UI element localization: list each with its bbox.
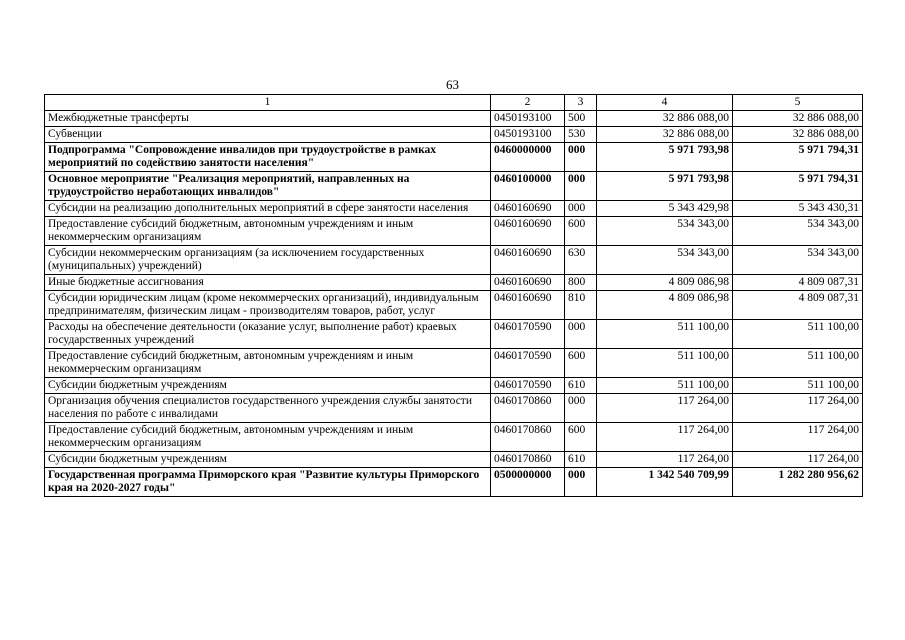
- table-row: [45, 201, 863, 217]
- row-amount-year-1: 117 264,00: [597, 452, 733, 468]
- row-target-code: 0500000000: [491, 468, 565, 497]
- row-target-code: 0460160690: [491, 246, 565, 275]
- row-amount-year-2: 32 886 088,00: [733, 127, 863, 143]
- row-amount-year-2: 5 971 794,31: [733, 143, 863, 172]
- row-name: Субсидии бюджетным учреждениям: [45, 378, 491, 394]
- row-target-code: 0460170590: [491, 349, 565, 378]
- table-row: [45, 111, 863, 127]
- row-expense-type: 000: [565, 172, 597, 201]
- row-target-code: 0460170590: [491, 320, 565, 349]
- table-row: [45, 217, 863, 246]
- row-amount-year-2: 117 264,00: [733, 452, 863, 468]
- row-amount-year-1: 511 100,00: [597, 320, 733, 349]
- header-row: [45, 95, 863, 111]
- row-name: Субсидии на реализацию дополнительных мероприятий в сфере занятости населения: [45, 201, 491, 217]
- row-amount-year-2: 4 809 087,31: [733, 275, 863, 291]
- row-amount-year-2: 511 100,00: [733, 320, 863, 349]
- row-amount-year-2: 32 886 088,00: [733, 111, 863, 127]
- row-name: Иные бюджетные ассигнования: [45, 275, 491, 291]
- row-target-code: 0460160690: [491, 201, 565, 217]
- table-row: [45, 172, 863, 201]
- table-row: [45, 246, 863, 275]
- row-name: Субвенции: [45, 127, 491, 143]
- row-expense-type: 810: [565, 291, 597, 320]
- row-amount-year-1: 117 264,00: [597, 423, 733, 452]
- table-row: [45, 349, 863, 378]
- table-row: [45, 320, 863, 349]
- row-expense-type: 610: [565, 378, 597, 394]
- row-amount-year-2: 511 100,00: [733, 349, 863, 378]
- row-amount-year-1: 117 264,00: [597, 394, 733, 423]
- budget-table: [44, 94, 863, 497]
- row-target-code: 0450193100: [491, 127, 565, 143]
- row-name: Предоставление субсидий бюджетным, автономным учреждениям и иным некоммерческим организациям: [45, 423, 491, 452]
- column-header: 2: [491, 95, 565, 111]
- row-amount-year-1: 1 342 540 709,99: [597, 468, 733, 497]
- row-expense-type: 600: [565, 349, 597, 378]
- column-header: 1: [45, 95, 491, 111]
- table-row: [45, 394, 863, 423]
- row-target-code: 0460170590: [491, 378, 565, 394]
- row-expense-type: 610: [565, 452, 597, 468]
- row-amount-year-1: 32 886 088,00: [597, 127, 733, 143]
- row-name: Предоставление субсидий бюджетным, автономным учреждениям и иным некоммерческим организациям: [45, 349, 491, 378]
- row-target-code: 0460100000: [491, 172, 565, 201]
- table-row: [45, 143, 863, 172]
- row-name: Предоставление субсидий бюджетным, автономным учреждениям и иным некоммерческим организациям: [45, 217, 491, 246]
- row-name: Организация обучения специалистов государственного учреждения службы занятости населения по работе с инвалидами: [45, 394, 491, 423]
- row-expense-type: 000: [565, 468, 597, 497]
- row-target-code: 0460160690: [491, 291, 565, 320]
- row-amount-year-2: 4 809 087,31: [733, 291, 863, 320]
- row-amount-year-2: 117 264,00: [733, 394, 863, 423]
- row-name: Подпрограмма "Сопровождение инвалидов при трудоустройстве в рамках мероприятий по содействию занятости населения": [45, 143, 491, 172]
- row-target-code: 0450193100: [491, 111, 565, 127]
- row-expense-type: 800: [565, 275, 597, 291]
- row-expense-type: 600: [565, 217, 597, 246]
- row-expense-type: 630: [565, 246, 597, 275]
- row-expense-type: 000: [565, 320, 597, 349]
- column-header: 4: [597, 95, 733, 111]
- row-target-code: 0460160690: [491, 217, 565, 246]
- row-amount-year-1: 511 100,00: [597, 349, 733, 378]
- row-amount-year-2: 534 343,00: [733, 217, 863, 246]
- table-row: [45, 468, 863, 497]
- row-amount-year-1: 5 971 793,98: [597, 172, 733, 201]
- row-expense-type: 000: [565, 394, 597, 423]
- row-name: Субсидии бюджетным учреждениям: [45, 452, 491, 468]
- row-amount-year-1: 32 886 088,00: [597, 111, 733, 127]
- table-row: [45, 127, 863, 143]
- table-row: [45, 275, 863, 291]
- row-target-code: 0460170860: [491, 423, 565, 452]
- row-amount-year-2: 1 282 280 956,62: [733, 468, 863, 497]
- row-name: Основное мероприятие "Реализация мероприятий, направленных на трудоустройство неработающих инвалидов": [45, 172, 491, 201]
- row-amount-year-2: 117 264,00: [733, 423, 863, 452]
- row-expense-type: 530: [565, 127, 597, 143]
- row-amount-year-1: 511 100,00: [597, 378, 733, 394]
- row-target-code: 0460160690: [491, 275, 565, 291]
- table-row: [45, 423, 863, 452]
- row-expense-type: 500: [565, 111, 597, 127]
- row-target-code: 0460170860: [491, 452, 565, 468]
- row-target-code: 0460170860: [491, 394, 565, 423]
- row-amount-year-1: 534 343,00: [597, 246, 733, 275]
- page-number: 63: [446, 77, 459, 92]
- row-amount-year-2: 5 971 794,31: [733, 172, 863, 201]
- row-amount-year-2: 534 343,00: [733, 246, 863, 275]
- row-amount-year-1: 4 809 086,98: [597, 275, 733, 291]
- row-name: Субсидии юридическим лицам (кроме некоммерческих организаций), индивидуальным предпринимателям, физическим лицам - производителям товаров, работ, услуг: [45, 291, 491, 320]
- row-expense-type: 000: [565, 143, 597, 172]
- column-header: 5: [733, 95, 863, 111]
- row-name: Расходы на обеспечение деятельности (оказание услуг, выполнение работ) краевых государственных учреждений: [45, 320, 491, 349]
- row-name: Субсидии некоммерческим организациям (за исключением государственных (муниципальных) учреждений): [45, 246, 491, 275]
- table-row: [45, 291, 863, 320]
- row-amount-year-1: 5 971 793,98: [597, 143, 733, 172]
- row-amount-year-1: 5 343 429,98: [597, 201, 733, 217]
- row-target-code: 0460000000: [491, 143, 565, 172]
- row-expense-type: 600: [565, 423, 597, 452]
- table-row: [45, 452, 863, 468]
- row-amount-year-1: 4 809 086,98: [597, 291, 733, 320]
- row-expense-type: 000: [565, 201, 597, 217]
- row-name: Государственная программа Приморского края "Развитие культуры Приморского края на 2020-2027 годы": [45, 468, 491, 497]
- row-name: Межбюджетные трансферты: [45, 111, 491, 127]
- row-amount-year-1: 534 343,00: [597, 217, 733, 246]
- row-amount-year-2: 5 343 430,31: [733, 201, 863, 217]
- row-amount-year-2: 511 100,00: [733, 378, 863, 394]
- table-row: [45, 378, 863, 394]
- column-header: 3: [565, 95, 597, 111]
